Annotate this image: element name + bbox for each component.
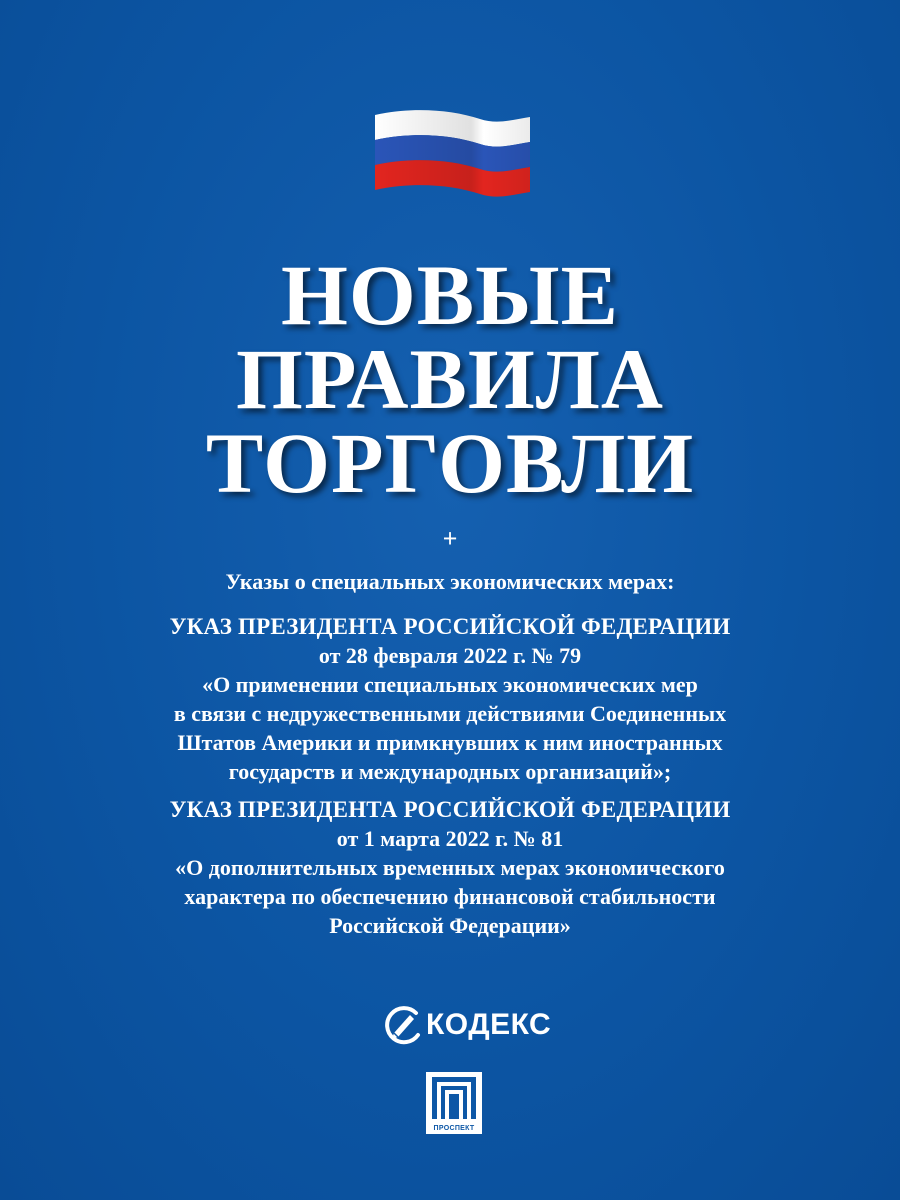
kodeks-pen-icon [380, 1003, 424, 1047]
title-line-2: ПРАВИЛА [236, 331, 664, 427]
decree-1-line-1: «О применении специальных экономических мер [202, 672, 698, 697]
decree-2 [0, 795, 900, 940]
decree-2-line-3: Российской Федерации» [329, 913, 571, 938]
decree-2-line-2: характера по обеспечению финансовой стабильности [184, 884, 716, 909]
kodeks-logo-text: КОДЕКС [426, 1008, 552, 1041]
intro-text [0, 567, 900, 596]
decree-1-heading: УКАЗ ПРЕЗИДЕНТА РОССИЙСКОЙ ФЕДЕРАЦИИ [169, 614, 731, 639]
decree-2-heading: УКАЗ ПРЕЗИДЕНТА РОССИЙСКОЙ ФЕДЕРАЦИИ [169, 797, 731, 822]
decree-1 [0, 612, 900, 786]
kodeks-logo [380, 1003, 551, 1047]
title-line-1: НОВЫЕ [281, 247, 619, 343]
plus-sign: + [442, 524, 458, 553]
decree-1-date: от 28 февраля 2022 г. № 79 [318, 643, 582, 668]
russian-flag-icon [370, 105, 535, 200]
prospekt-logo-text: ПРОСПЕКТ [433, 1125, 475, 1132]
decree-2-date: от 1 марта 2022 г. № 81 [336, 826, 564, 851]
decree-1-line-4: государств и международных организаций»; [228, 759, 672, 784]
decree-1-line-2: в связи с недружественными действиями Соединенных [173, 701, 727, 726]
intro-line: Указы о специальных экономических мерах: [225, 569, 675, 594]
decree-2-line-1: «О дополнительных временных мерах экономического [175, 855, 725, 880]
prospekt-logo [426, 1072, 482, 1134]
title-line-3: ТОРГОВЛИ [205, 415, 695, 511]
decree-1-line-3: Штатов Америки и примкнувших к ним иностранных [177, 730, 723, 755]
